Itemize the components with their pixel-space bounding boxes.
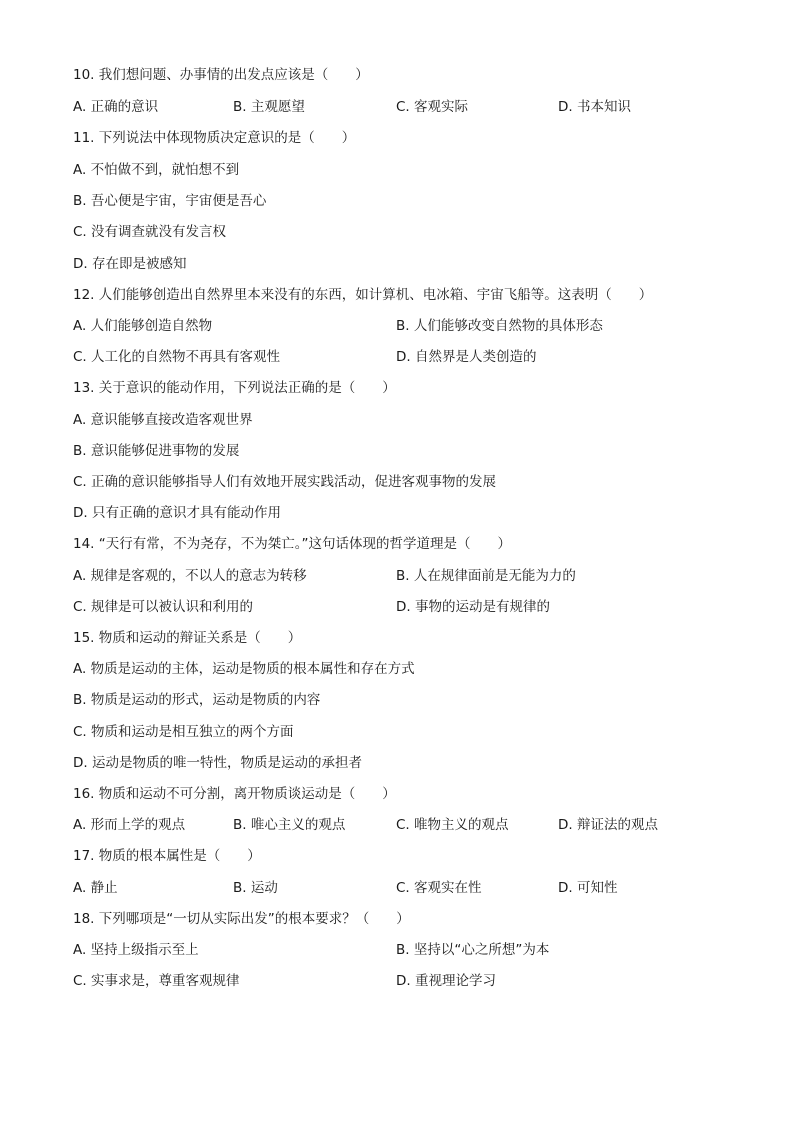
q10-option-b[interactable]: B. 主观愿望 xyxy=(233,99,305,115)
q12-option-b[interactable]: B. 人们能够改变自然物的具体形态 xyxy=(396,318,603,334)
question-16-stem: 16. 物质和运动不可分割，离开物质谈运动是（ ） xyxy=(73,786,396,802)
q13-option-c[interactable]: C. 正确的意识能够指导人们有效地开展实践活动，促进客观事物的发展 xyxy=(73,474,497,490)
q14-option-b[interactable]: B. 人在规律面前是无能为力的 xyxy=(396,568,576,584)
question-14-stem: 14. “天行有常，不为尧存，不为桀亡。”这句话体现的哲学道理是（ ） xyxy=(73,536,511,552)
q18-option-a[interactable]: A. 坚持上级指示至上 xyxy=(73,942,199,958)
q17-option-b[interactable]: B. 运动 xyxy=(233,880,278,896)
q17-option-c[interactable]: C. 客观实在性 xyxy=(396,880,482,896)
q12-option-d[interactable]: D. 自然界是人类创造的 xyxy=(396,349,537,365)
q16-option-b[interactable]: B. 唯心主义的观点 xyxy=(233,817,346,833)
question-17-stem: 17. 物质的根本属性是（ ） xyxy=(73,848,261,864)
q13-option-a[interactable]: A. 意识能够直接改造客观世界 xyxy=(73,412,253,428)
q15-option-c[interactable]: C. 物质和运动是相互独立的两个方面 xyxy=(73,724,294,740)
question-13-stem: 13. 关于意识的能动作用，下列说法正确的是（ ） xyxy=(73,380,396,396)
q17-option-a[interactable]: A. 静止 xyxy=(73,880,118,896)
question-18-stem: 18. 下列哪项是“一切从实际出发”的根本要求？（ ） xyxy=(73,911,410,927)
q17-option-d[interactable]: D. 可知性 xyxy=(558,880,618,896)
q15-option-a[interactable]: A. 物质是运动的主体，运动是物质的根本属性和存在方式 xyxy=(73,661,415,677)
q18-option-d[interactable]: D. 重视理论学习 xyxy=(396,973,496,989)
q10-option-c[interactable]: C. 客观实际 xyxy=(396,99,469,115)
question-15-stem: 15. 物质和运动的辩证关系是（ ） xyxy=(73,630,302,646)
q14-option-c[interactable]: C. 规律是可以被认识和利用的 xyxy=(73,599,254,615)
q16-option-d[interactable]: D. 辩证法的观点 xyxy=(558,817,658,833)
q13-option-d[interactable]: D. 只有正确的意识才具有能动作用 xyxy=(73,505,281,521)
q15-option-b[interactable]: B. 物质是运动的形式，运动是物质的内容 xyxy=(73,692,321,708)
q18-option-c[interactable]: C. 实事求是，尊重客观规律 xyxy=(73,973,240,989)
q11-option-c[interactable]: C. 没有调查就没有发言权 xyxy=(73,224,227,240)
q11-option-d[interactable]: D. 存在即是被感知 xyxy=(73,256,187,272)
q15-option-d[interactable]: D. 运动是物质的唯一特性，物质是运动的承担者 xyxy=(73,755,362,771)
q13-option-b[interactable]: B. 意识能够促进事物的发展 xyxy=(73,443,240,459)
q16-option-c[interactable]: C. 唯物主义的观点 xyxy=(396,817,509,833)
q18-option-b[interactable]: B. 坚持以“心之所想”为本 xyxy=(396,942,550,958)
q14-option-a[interactable]: A. 规律是客观的，不以人的意志为转移 xyxy=(73,568,307,584)
q10-option-d[interactable]: D. 书本知识 xyxy=(558,99,631,115)
question-10-stem: 10. 我们想问题、办事情的出发点应该是（ ） xyxy=(73,67,369,83)
question-11-stem: 11. 下列说法中体现物质决定意识的是（ ） xyxy=(73,130,356,146)
q10-option-a[interactable]: A. 正确的意识 xyxy=(73,99,159,115)
question-12-stem: 12. 人们能够创造出自然界里本来没有的东西，如计算机、电冰箱、宇宙飞船等。这表明（ ） xyxy=(73,287,653,303)
q16-option-a[interactable]: A. 形而上学的观点 xyxy=(73,817,186,833)
q12-option-c[interactable]: C. 人工化的自然物不再具有客观性 xyxy=(73,349,281,365)
q12-option-a[interactable]: A. 人们能够创造自然物 xyxy=(73,318,213,334)
q11-option-b[interactable]: B. 吾心便是宇宙，宇宙便是吾心 xyxy=(73,193,267,209)
q11-option-a[interactable]: A. 不怕做不到，就怕想不到 xyxy=(73,162,240,178)
q14-option-d[interactable]: D. 事物的运动是有规律的 xyxy=(396,599,550,615)
